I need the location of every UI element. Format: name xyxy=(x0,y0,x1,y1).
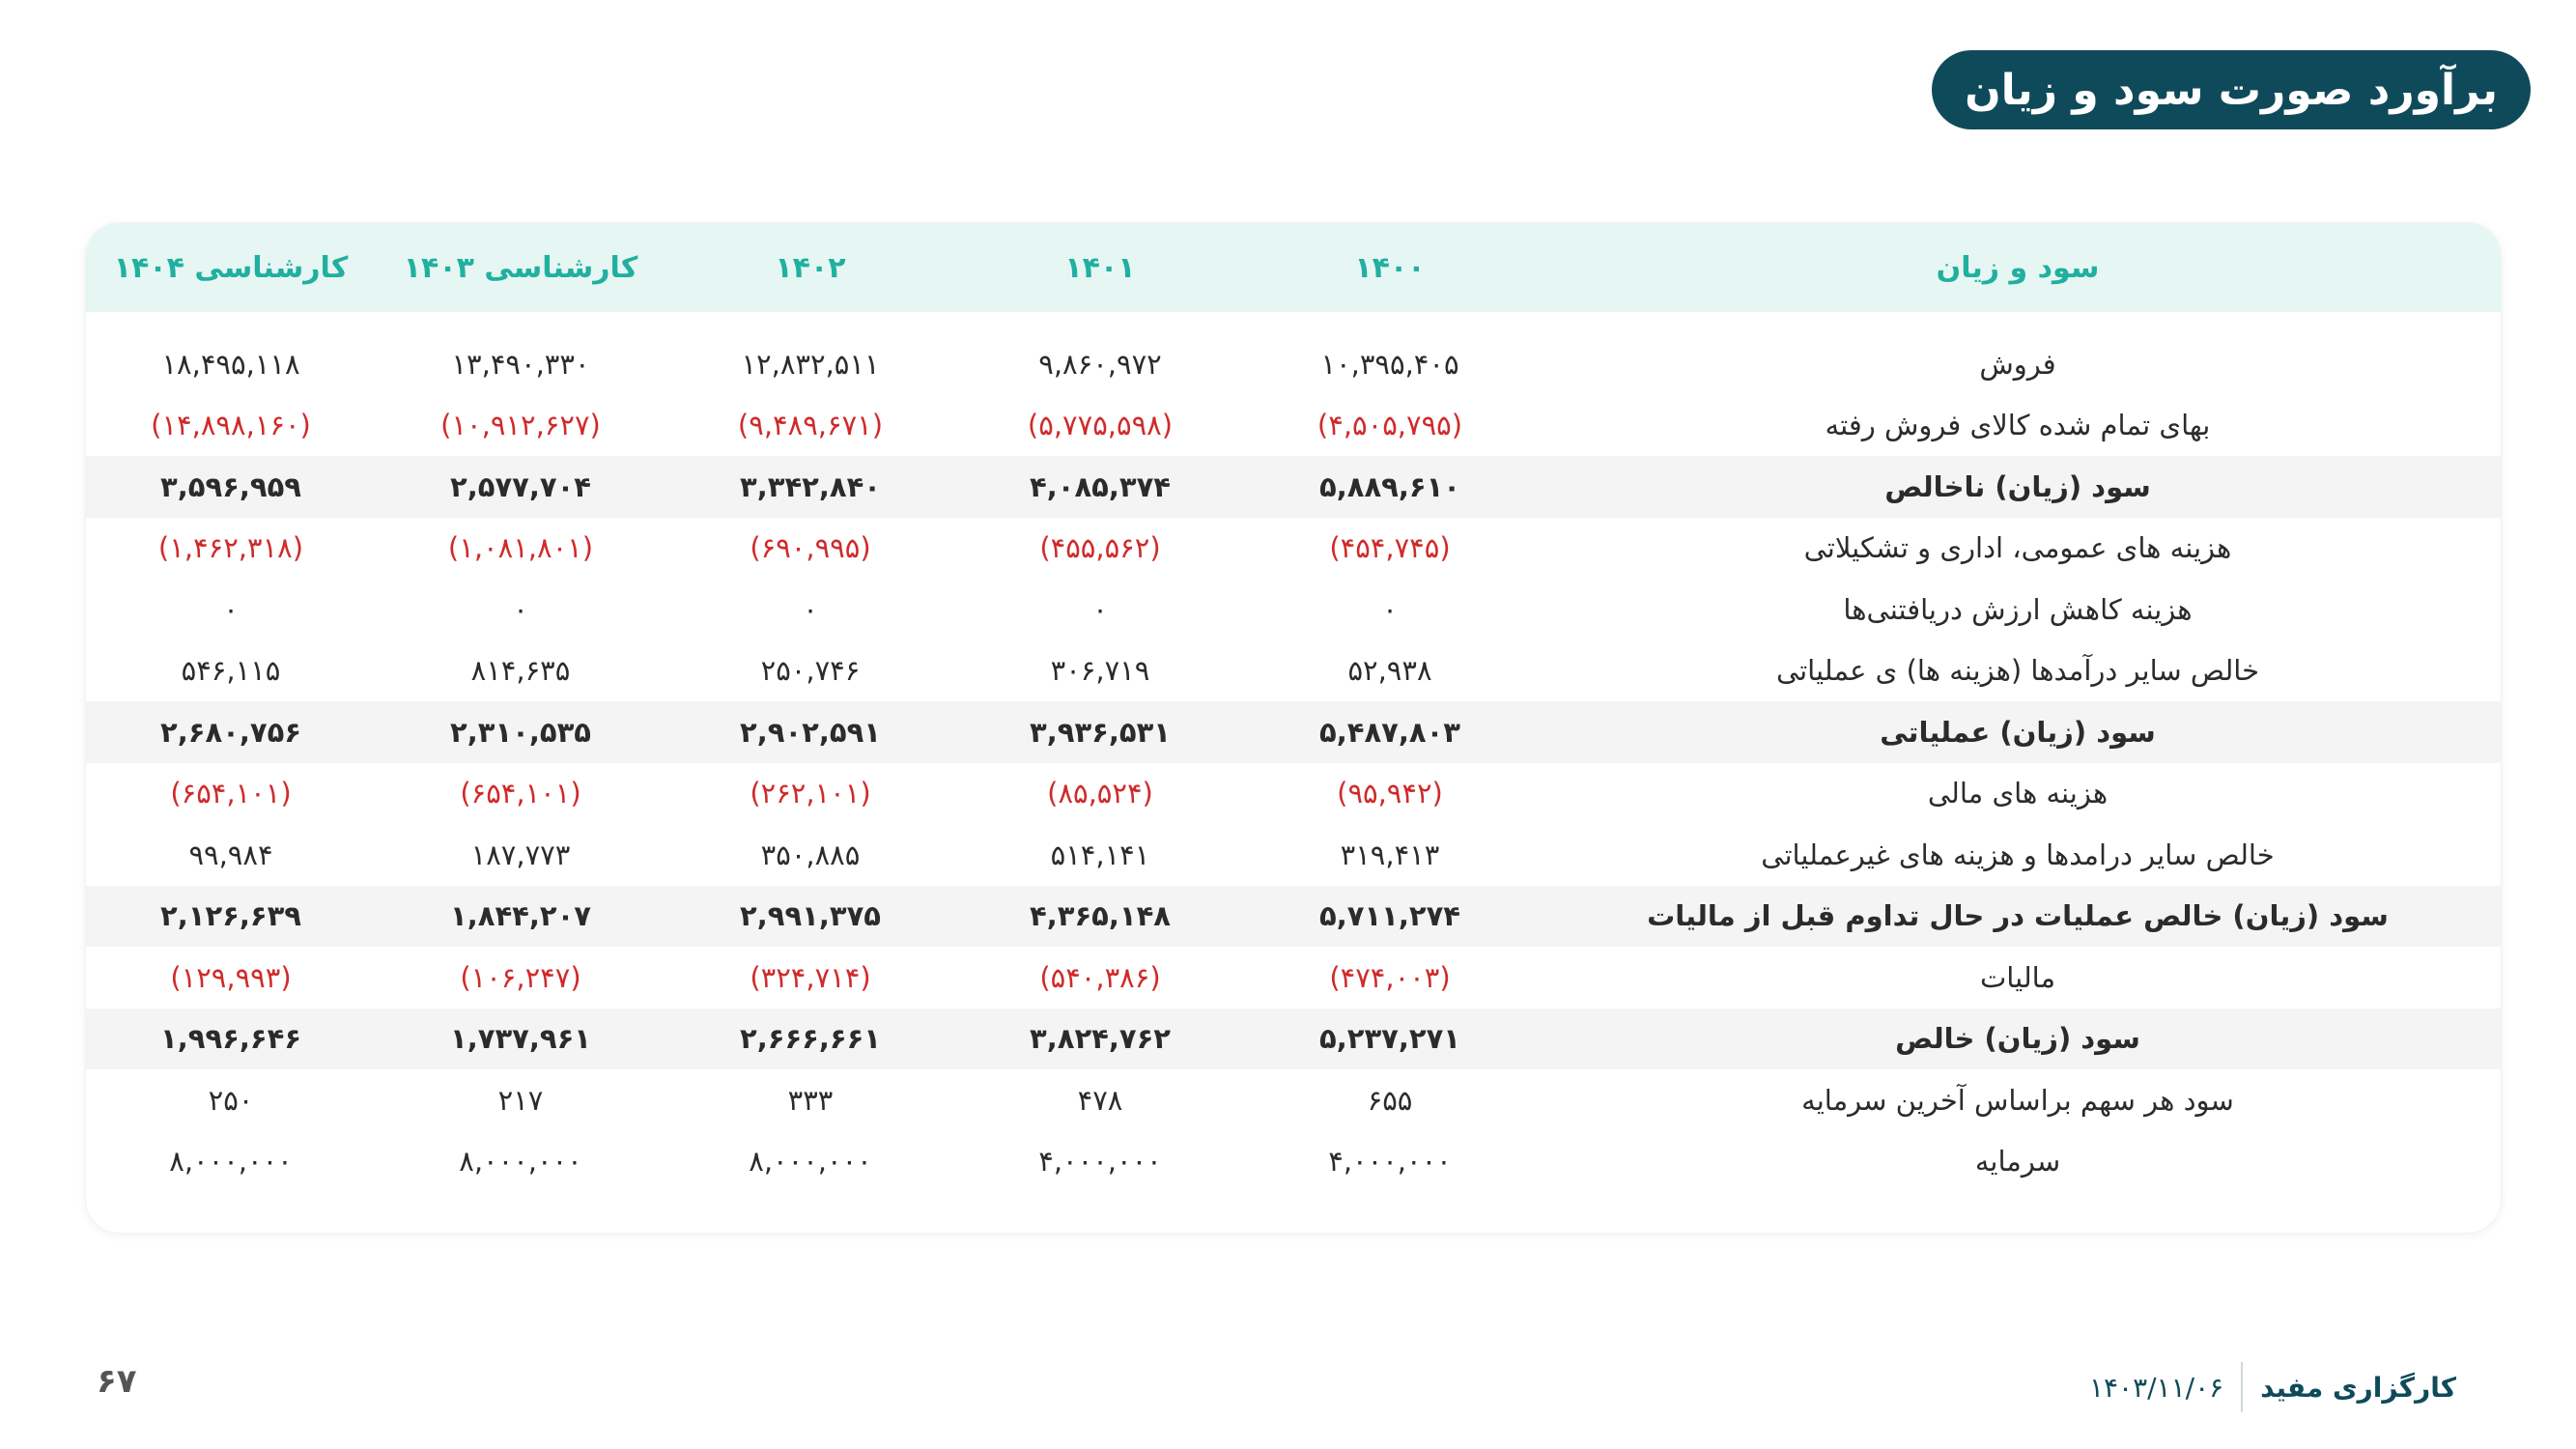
column-header: کارشناسی ۱۴۰۳ xyxy=(403,250,638,285)
table-row xyxy=(86,1069,2501,1131)
table-cell: ۵,۷۱۱,۲۷۴ xyxy=(1319,899,1460,933)
table-cell: (۶۵۴,۱۰۱) xyxy=(170,777,292,810)
row-label: بهای تمام شده کالای فروش رفته xyxy=(1825,409,2211,442)
footer-brand xyxy=(2089,1362,2456,1412)
row-label: هزینه های مالی xyxy=(1927,777,2109,810)
table-cell: ۳۱۹,۴۱۳ xyxy=(1340,838,1440,871)
row-label: فروش xyxy=(1979,347,2056,381)
table-row xyxy=(86,763,2501,825)
column-header-label: سود و زیان xyxy=(1936,250,2100,285)
table-header-row xyxy=(86,223,2501,312)
income-statement-table xyxy=(86,223,2501,1192)
table-cell: ۲,۹۹۱,۳۷۵ xyxy=(740,899,881,933)
row-label: مالیات xyxy=(1979,960,2056,994)
column-header: کارشناسی ۱۴۰۴ xyxy=(113,250,349,285)
table-cell: ۲۱۷ xyxy=(497,1083,544,1117)
table-cell: ۵۲,۹۳۸ xyxy=(1347,654,1432,688)
table-cell: ۲,۱۲۶,۶۳۹ xyxy=(160,899,301,933)
table-cell: ۱,۸۴۴,۲۰۷ xyxy=(450,899,591,933)
table-cell: ۸,۰۰۰,۰۰۰ xyxy=(459,1145,582,1179)
table-cell: ۲,۳۱۰,۵۳۵ xyxy=(450,715,591,749)
table-cell: ۲,۹۰۲,۵۹۱ xyxy=(740,715,881,749)
table-cell: (۴۷۴,۰۰۳) xyxy=(1329,960,1451,994)
table-cell: ۱,۹۹۶,۶۴۶ xyxy=(160,1022,301,1056)
table-cell: ۲۵۰ xyxy=(208,1083,254,1117)
table-row xyxy=(86,640,2501,702)
row-label: سود (زیان) عملیاتی xyxy=(1880,715,2156,749)
table-row xyxy=(86,456,2501,518)
table-cell: ۹۹,۹۸۴ xyxy=(188,838,273,871)
row-label: هزینه های عمومی، اداری و تشکیلاتی xyxy=(1803,531,2232,565)
table-cell: ۵,۸۸۹,۶۱۰ xyxy=(1319,469,1460,503)
table-cell: ۴,۳۶۵,۱۴۸ xyxy=(1030,899,1171,933)
page-title xyxy=(1932,50,2531,129)
table-cell: (۶۹۰,۹۹۵) xyxy=(750,531,871,565)
table-cell: ۹,۸۶۰,۹۷۲ xyxy=(1038,347,1162,381)
table-cell: ۱۳,۴۹۰,۳۳۰ xyxy=(451,347,590,381)
table-cell: ۰ xyxy=(223,592,239,626)
table-cell: ۱۰,۳۹۵,۴۰۵ xyxy=(1320,347,1459,381)
page-title-text: برآورد صورت سود و زیان xyxy=(1965,65,2498,115)
table-row xyxy=(86,824,2501,886)
table-cell: ۳۳۳ xyxy=(787,1083,834,1117)
table-cell: ۲,۵۷۷,۷۰۴ xyxy=(450,469,591,503)
row-label: سرمایه xyxy=(1974,1145,2061,1179)
row-label: خالص سایر درامدها و هزینه های غیرعملیاتی xyxy=(1761,838,2275,871)
table-cell: ۳,۸۲۴,۷۶۲ xyxy=(1030,1022,1171,1056)
table-cell: ۴,۰۸۵,۳۷۴ xyxy=(1030,469,1171,503)
table-cell: (۲۶۲,۱۰۱) xyxy=(750,777,871,810)
table-cell: ۶۵۵ xyxy=(1367,1083,1413,1117)
brand-divider xyxy=(2241,1362,2243,1412)
table-cell: (۴۵۵,۵۶۲) xyxy=(1039,531,1161,565)
table-row xyxy=(86,947,2501,1009)
table-cell: (۱,۰۸۱,۸۰۱) xyxy=(447,531,594,565)
table-cell: (۸۵,۵۲۴) xyxy=(1047,777,1153,810)
table-cell: (۱۰۶,۲۴۷) xyxy=(460,960,581,994)
table-row xyxy=(86,579,2501,640)
table-row xyxy=(86,395,2501,457)
table-cell: (۵,۷۷۵,۵۹۸) xyxy=(1027,409,1174,442)
table-row xyxy=(86,886,2501,948)
row-label: هزینه کاهش ارزش دریافتنی‌ها xyxy=(1843,592,2193,626)
table-cell: ۵۱۴,۱۴۱ xyxy=(1050,838,1150,871)
table-cell: ۵,۲۳۷,۲۷۱ xyxy=(1319,1022,1460,1056)
table-row xyxy=(86,1009,2501,1070)
column-header: ۱۴۰۱ xyxy=(1064,250,1136,285)
row-label: سود (زیان) ناخالص xyxy=(1884,469,2151,503)
table-cell: ۱۸۷,۷۷۳ xyxy=(470,838,571,871)
income-statement-card xyxy=(85,222,2502,1234)
table-cell: ۳,۵۹۶,۹۵۹ xyxy=(160,469,301,503)
table-cell: ۸,۰۰۰,۰۰۰ xyxy=(749,1145,872,1179)
table-cell: ۴,۰۰۰,۰۰۰ xyxy=(1328,1145,1452,1179)
table-cell: ۱,۷۳۷,۹۶۱ xyxy=(450,1022,591,1056)
row-label: سود (زیان) خالص xyxy=(1895,1022,2140,1056)
table-cell: (۵۴۰,۳۸۶) xyxy=(1039,960,1161,994)
table-cell: ۳۵۰,۸۸۵ xyxy=(760,838,861,871)
table-cell: ۳۰۶,۷۱۹ xyxy=(1050,654,1150,688)
table-cell: ۸,۰۰۰,۰۰۰ xyxy=(169,1145,293,1179)
report-date: ۱۴۰۳/۱۱/۰۶ xyxy=(2088,1371,2224,1404)
row-label: خالص سایر درآمدها (هزینه ها) ی عملیاتی xyxy=(1775,654,2260,688)
table-cell: (۹,۴۸۹,۶۷۱) xyxy=(737,409,884,442)
table-cell: ۱۸,۴۹۵,۱۱۸ xyxy=(161,347,300,381)
table-cell: ۰ xyxy=(803,592,818,626)
page-number: ۶۷ xyxy=(97,1362,137,1401)
table-row xyxy=(86,701,2501,763)
table-cell: ۵۴۶,۱۱۵ xyxy=(181,654,281,688)
table-cell: ۲,۶۸۰,۷۵۶ xyxy=(160,715,301,749)
table-cell: ۳,۹۳۶,۵۳۱ xyxy=(1030,715,1171,749)
table-cell: ۰ xyxy=(1092,592,1108,626)
table-cell: ۴۷۸ xyxy=(1077,1083,1123,1117)
table-cell: (۱۰,۹۱۲,۶۲۷) xyxy=(440,409,601,442)
table-cell: ۰ xyxy=(1382,592,1398,626)
table-cell: ۲۵۰,۷۴۶ xyxy=(760,654,861,688)
table-cell: ۱۲,۸۳۲,۵۱۱ xyxy=(741,347,880,381)
row-label: سود هر سهم براساس آخرین سرمایه xyxy=(1801,1083,2234,1117)
table-cell: ۳,۳۴۲,۸۴۰ xyxy=(740,469,881,503)
table-cell: ۰ xyxy=(513,592,528,626)
table-cell: (۱۲۹,۹۹۳) xyxy=(170,960,292,994)
column-header: ۱۴۰۲ xyxy=(775,250,846,285)
row-label: سود (زیان) خالص عملیات در حال تداوم قبل از مالیات xyxy=(1647,899,2389,933)
brand-name: کارگزاری مفید xyxy=(2260,1371,2456,1404)
table-cell: (۳۲۴,۷۱۴) xyxy=(750,960,871,994)
table-cell: (۴۵۴,۷۴۵) xyxy=(1329,531,1451,565)
table-cell: ۸۱۴,۶۳۵ xyxy=(470,654,571,688)
table-cell: (۹۵,۹۴۲) xyxy=(1337,777,1443,810)
table-cell: ۵,۴۸۷,۸۰۳ xyxy=(1319,715,1460,749)
table-cell: (۶۵۴,۱۰۱) xyxy=(460,777,581,810)
table-row xyxy=(86,1131,2501,1193)
table-cell: ۲,۶۶۶,۶۶۱ xyxy=(740,1022,881,1056)
table-row xyxy=(86,333,2501,395)
table-row xyxy=(86,518,2501,580)
table-cell: (۴,۵۰۵,۷۹۵) xyxy=(1316,409,1463,442)
table-cell: (۱۴,۸۹۸,۱۶۰) xyxy=(151,409,311,442)
column-header: ۱۴۰۰ xyxy=(1354,250,1426,285)
table-cell: (۱,۴۶۲,۳۱۸) xyxy=(157,531,304,565)
table-cell: ۴,۰۰۰,۰۰۰ xyxy=(1038,1145,1162,1179)
